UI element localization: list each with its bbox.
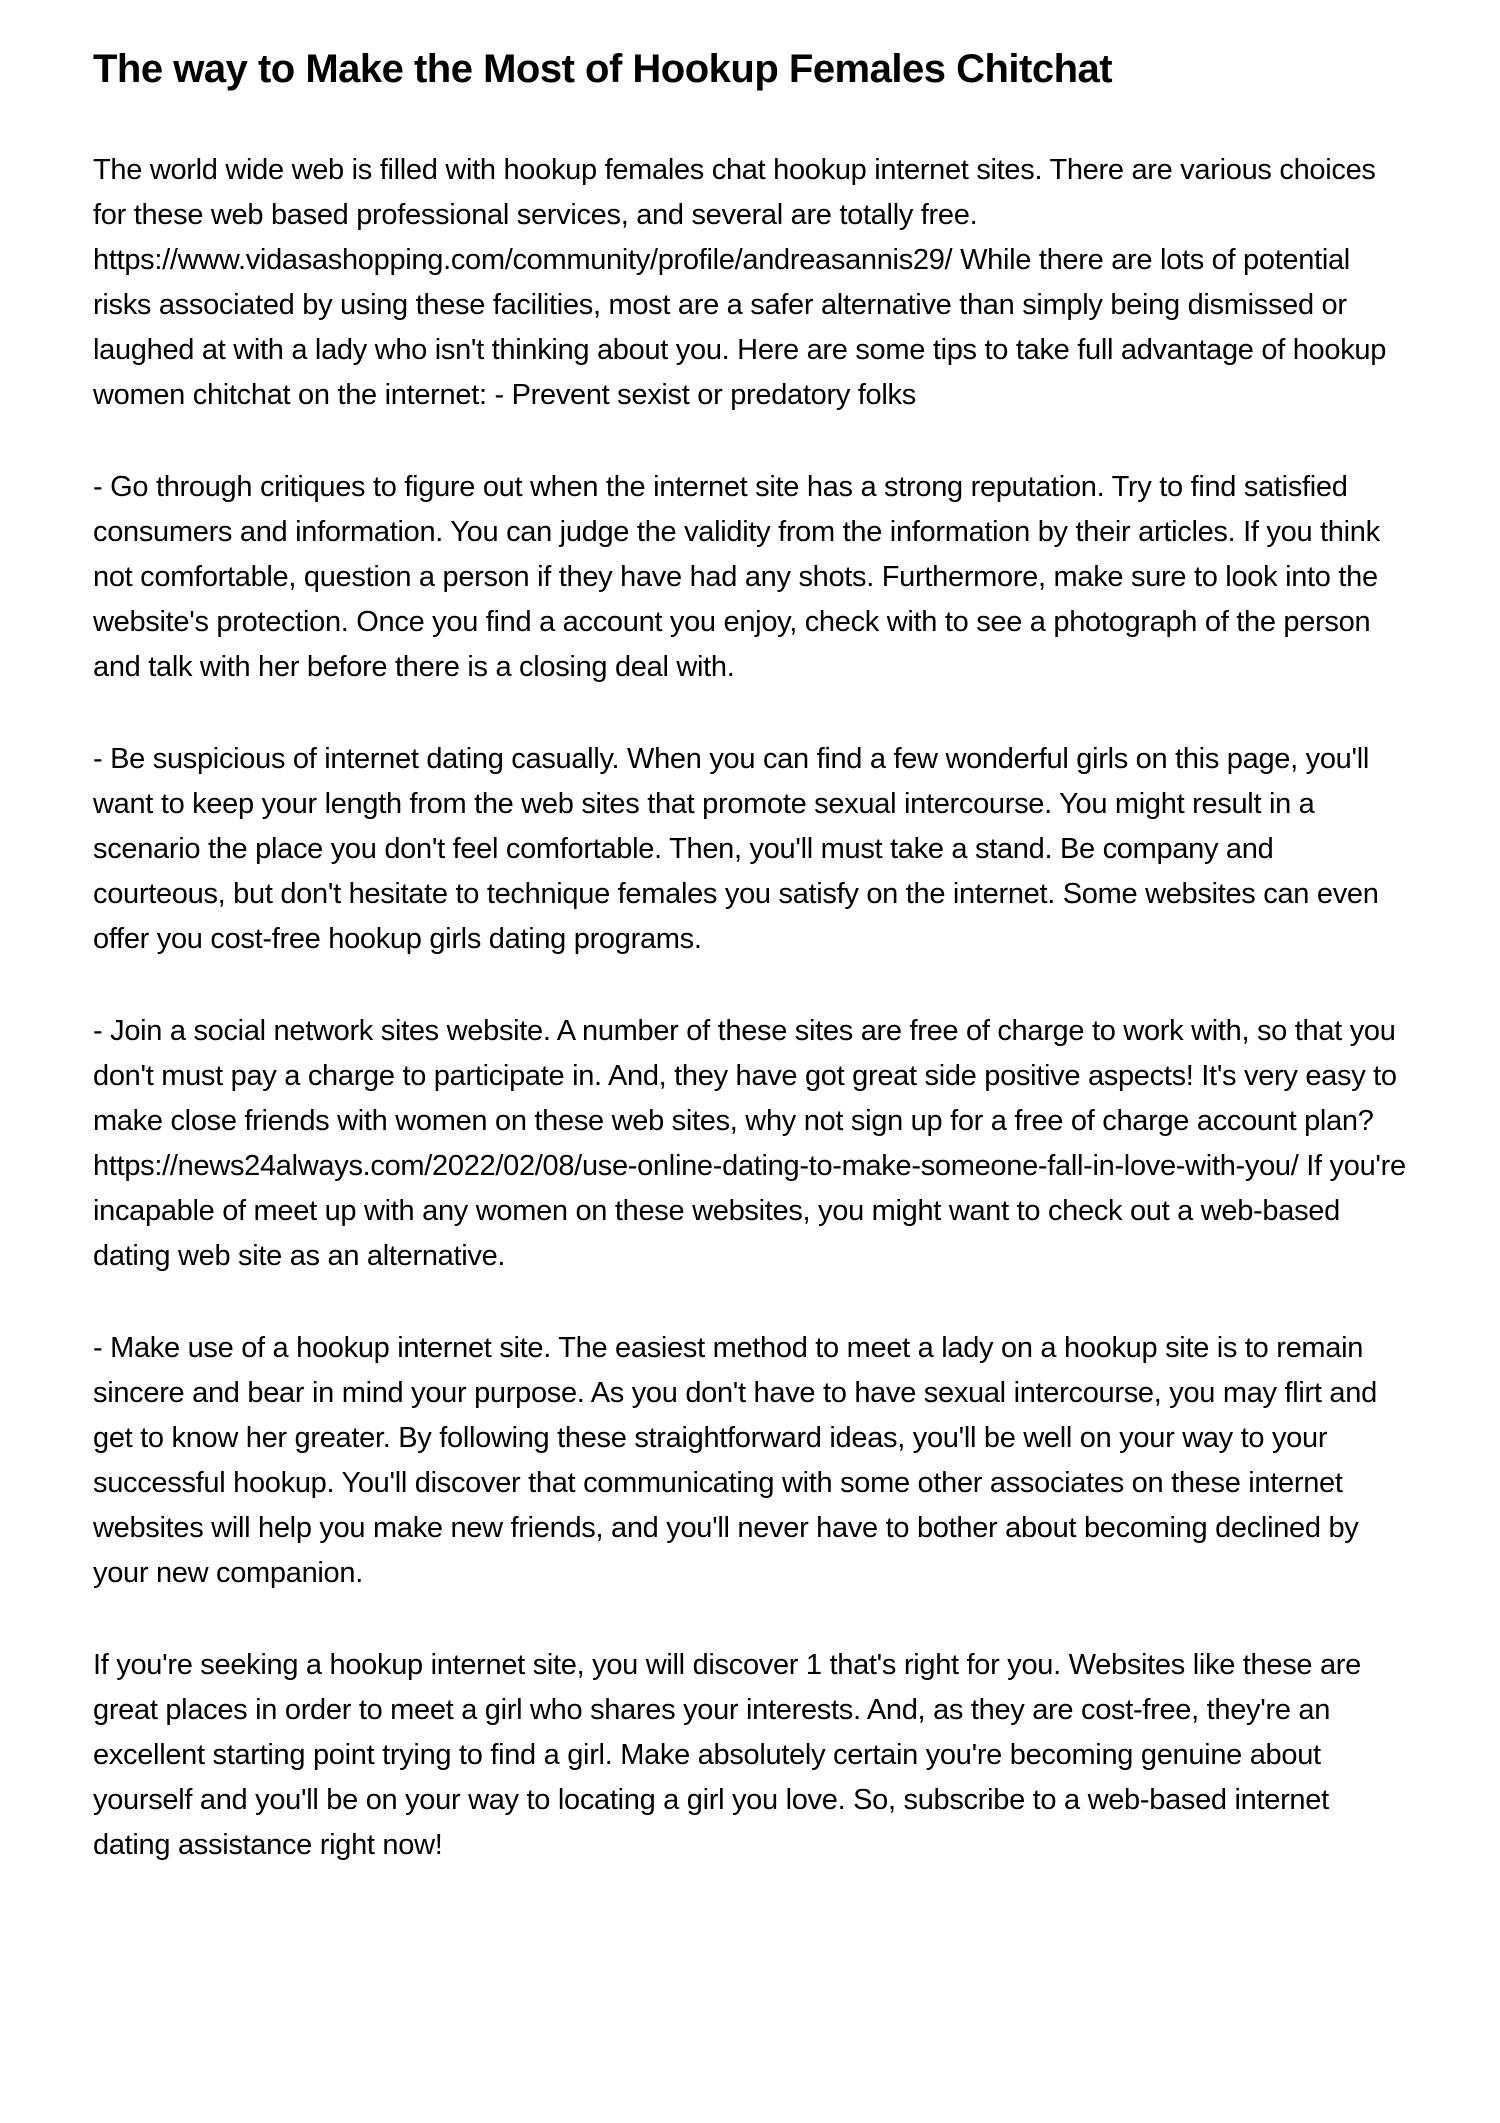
paragraph-intro: The world wide web is filled with hookup females chat hookup internet sites. There are various choices for these web based professional services, and several are totally free. https://www.vidasashopping.com/community/profile/andreasannis29/ While there are lots of potential risks associated by using these facilities, most are a safer alternative than simply being dismissed or laughed at with a lady who isn't thinking about you. Here are some tips to take full advantage of hookup women chitchat on the internet: - Prevent sexist or predatory folks [93, 154, 1387, 411]
paragraph-conclusion: If you're seeking a hookup internet site, you will discover 1 that's right for you. Websites like these are great places in order to meet a girl who shares your interests. And, as they are cost-free, they're an excellent starting point trying to find a girl. Make absolutely certain you're becoming genuine about yourself and you'll be on your way to locating a girl you love. So, subscribe to a web-based internet dating assistance right now! [93, 1649, 1361, 1861]
paragraph-tip-hookup-site: - Make use of a hookup internet site. The easiest method to meet a lady on a hookup site is to remain sincere and bear in mind your purpose. As you don't have to have sexual intercourse, you may flirt and get to know her greater. By following these straightforward ideas, you'll be well on your way to your successful hookup. You'll discover that communicating with some other associates on these internet websites will help you make new friends, and you'll never have to bother about becoming declined by your new companion. [93, 1332, 1377, 1589]
paragraph-tip-social-network: - Join a social network sites website. A number of these sites are free of charge to work with, so that you don't must pay a charge to participate in. And, they have got great side positive aspects! It's very easy to make close friends with women on these web sites, why not sign up for a free of charge account plan? https://news24always.com/2022/02/08/use-online-dating-to-make-someone-fall-in-love-with-you/ If you're incapable of meet up with any women on these websites, you might want to check out a web-based dating web site as an alternative. [93, 1015, 1406, 1272]
article-title: The way to Make the Most of Hookup Females Chitchat [93, 47, 1113, 91]
paragraph-tip-suspicious: - Be suspicious of internet dating casually. When you can find a few wonderful girls on this page, you'll want to keep your length from the web sites that promote sexual intercourse. You might result in a scenario the place you don't feel comfortable. Then, you'll must take a stand. Be company and courteous, but don't hesitate to technique females you satisfy on the internet. Some websites can even offer you cost-free hookup girls dating programs. [93, 743, 1379, 955]
paragraph-tip-reviews: - Go through critiques to figure out when the internet site has a strong reputation. Try to find satisfied consumers and information. You can judge the validity from the information by their articles. If you think not comfortable, question a person if they have had any shots. Furthermore, make sure to look into the website's protection. Once you find a account you enjoy, check with to see a photograph of the person and talk with her before there is a closing deal with. [93, 471, 1380, 683]
